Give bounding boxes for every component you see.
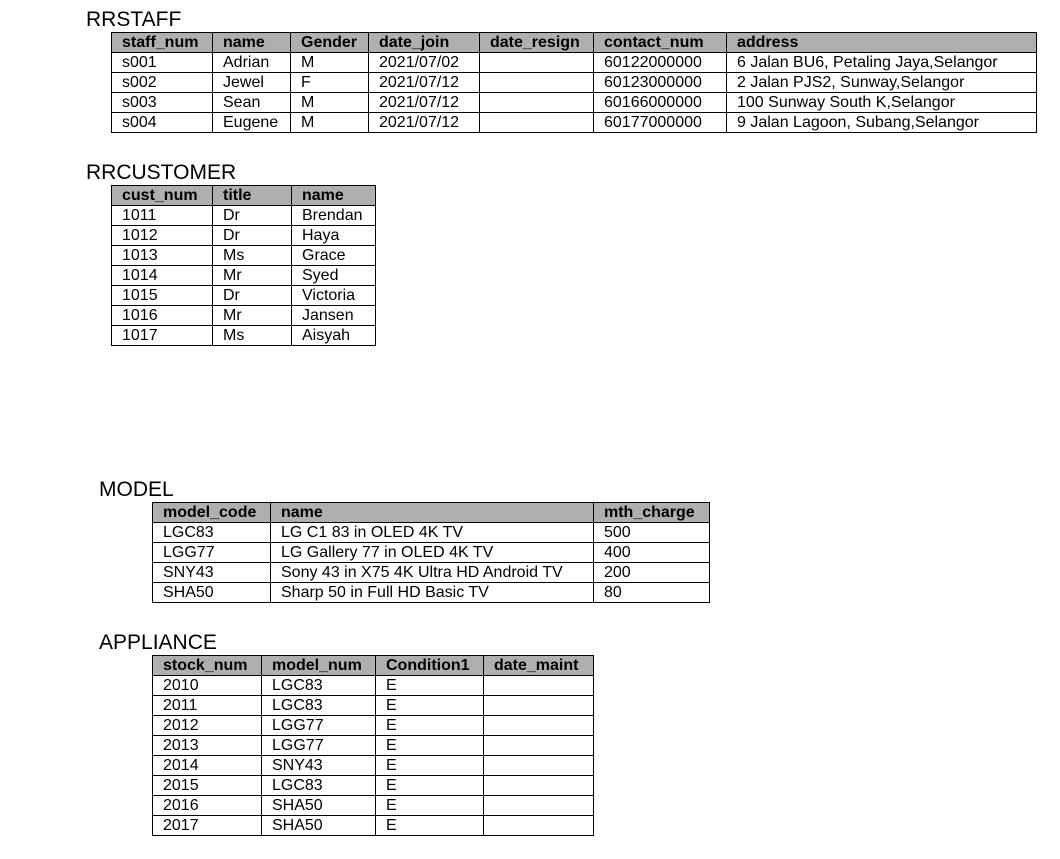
rrcustomer-table-cell: 1014 — [112, 266, 213, 286]
rrstaff-table-cell: 60177000000 — [594, 113, 727, 133]
appliance-table-cell: E — [376, 676, 484, 696]
rrcustomer-table-row — [112, 246, 376, 266]
appliance-table-cell: SHA50 — [262, 816, 376, 836]
appliance-title: APPLIANCE — [99, 631, 217, 654]
rrstaff-table-cell: 2021/07/12 — [369, 93, 480, 113]
appliance-table-cell: 2010 — [153, 676, 262, 696]
appliance-table-row — [153, 776, 594, 796]
appliance-table-cell: E — [376, 696, 484, 716]
appliance-table-cell — [484, 796, 594, 816]
rrstaff-table-cell — [480, 93, 594, 113]
appliance-table-cell: LGG77 — [262, 736, 376, 756]
rrcustomer-table-cell: Brendan — [292, 206, 376, 226]
rrcustomer-table-cell: Dr — [213, 226, 292, 246]
appliance-table-cell: 2012 — [153, 716, 262, 736]
rrstaff-table-cell: 2021/07/12 — [369, 73, 480, 93]
model-column-header: name — [271, 503, 594, 523]
rrcustomer-table-cell: Ms — [213, 326, 292, 346]
model-column-header: model_code — [153, 503, 271, 523]
model-table-row — [153, 543, 710, 563]
rrcustomer-table-row — [112, 206, 376, 226]
rrcustomer-table-cell: Ms — [213, 246, 292, 266]
rrstaff-table-row — [112, 73, 1037, 93]
appliance-table-cell — [484, 776, 594, 796]
appliance-header-row — [153, 656, 594, 676]
rrstaff-table-cell: 60122000000 — [594, 53, 727, 73]
appliance-table-cell — [484, 816, 594, 836]
model-table-cell: LGC83 — [153, 523, 271, 543]
appliance-table-cell — [484, 756, 594, 776]
rrcustomer-header-row — [112, 186, 376, 206]
model-table-cell: 500 — [594, 523, 710, 543]
appliance-table-cell: E — [376, 816, 484, 836]
rrcustomer-table-cell: 1011 — [112, 206, 213, 226]
rrstaff-table-cell: 60123000000 — [594, 73, 727, 93]
rrstaff-table-cell: s001 — [112, 53, 213, 73]
rrcustomer-table-row — [112, 266, 376, 286]
model-table-row — [153, 583, 710, 603]
model-table-row — [153, 563, 710, 583]
appliance-table-cell: 2013 — [153, 736, 262, 756]
rrstaff-title: RRSTAFF — [86, 8, 182, 31]
appliance-table-cell: SHA50 — [262, 796, 376, 816]
rrcustomer-table-cell: Syed — [292, 266, 376, 286]
model-table-cell: LG Gallery 77 in OLED 4K TV — [271, 543, 594, 563]
appliance-table-cell — [484, 696, 594, 716]
appliance-table-cell: LGC83 — [262, 676, 376, 696]
rrcustomer-table-row — [112, 326, 376, 346]
rrstaff-table — [111, 32, 1037, 133]
rrstaff-table-cell: s002 — [112, 73, 213, 93]
model-column-header: mth_charge — [594, 503, 710, 523]
appliance-column-header: date_maint — [484, 656, 594, 676]
model-title: MODEL — [99, 478, 174, 501]
rrstaff-table-cell: 9 Jalan Lagoon, Subang,Selangor — [727, 113, 1037, 133]
rrstaff-table-cell: 100 Sunway South K,Selangor — [727, 93, 1037, 113]
rrstaff-column-header: contact_num — [594, 33, 727, 53]
rrstaff-table-cell: M — [291, 93, 369, 113]
rrcustomer-column-header: cust_num — [112, 186, 213, 206]
rrstaff-table-cell: 6 Jalan BU6, Petaling Jaya,Selangor — [727, 53, 1037, 73]
rrcustomer-table-cell: Dr — [213, 206, 292, 226]
rrstaff-table-cell: s003 — [112, 93, 213, 113]
appliance-table-cell: E — [376, 736, 484, 756]
appliance-table-row — [153, 696, 594, 716]
rrstaff-table-row — [112, 93, 1037, 113]
appliance-table-cell: 2015 — [153, 776, 262, 796]
rrcustomer-table-row — [112, 226, 376, 246]
rrcustomer-title: RRCUSTOMER — [86, 161, 237, 184]
rrstaff-column-header: date_resign — [480, 33, 594, 53]
rrstaff-table-row — [112, 113, 1037, 133]
appliance-table-cell: 2016 — [153, 796, 262, 816]
appliance-table-row — [153, 756, 594, 776]
appliance-table-cell: LGC83 — [262, 696, 376, 716]
appliance-table-row — [153, 816, 594, 836]
appliance-table-cell — [484, 736, 594, 756]
rrstaff-table-cell — [480, 113, 594, 133]
appliance-table-cell: LGG77 — [262, 716, 376, 736]
rrstaff-table-cell: 2021/07/12 — [369, 113, 480, 133]
rrcustomer-table-cell: Mr — [213, 266, 292, 286]
rrcustomer-table-cell: Haya — [292, 226, 376, 246]
appliance-table-row — [153, 716, 594, 736]
rrcustomer-table-cell: 1013 — [112, 246, 213, 266]
rrcustomer-column-header: title — [213, 186, 292, 206]
rrcustomer-table-cell: 1016 — [112, 306, 213, 326]
rrstaff-table-cell: Eugene — [213, 113, 291, 133]
model-table-row — [153, 523, 710, 543]
rrstaff-column-header: address — [727, 33, 1037, 53]
model-table-cell: 200 — [594, 563, 710, 583]
model-table-cell: 80 — [594, 583, 710, 603]
rrcustomer-table-row — [112, 286, 376, 306]
rrcustomer-table-cell: Dr — [213, 286, 292, 306]
appliance-table-cell: E — [376, 756, 484, 776]
model-table — [152, 502, 710, 603]
model-table-cell: LG C1 83 in OLED 4K TV — [271, 523, 594, 543]
rrstaff-table-cell: F — [291, 73, 369, 93]
rrstaff-table-row — [112, 53, 1037, 73]
rrstaff-table-cell: M — [291, 53, 369, 73]
rrstaff-table-cell: 2021/07/02 — [369, 53, 480, 73]
rrstaff-table-cell: s004 — [112, 113, 213, 133]
appliance-table-row — [153, 676, 594, 696]
model-table-cell: Sharp 50 in Full HD Basic TV — [271, 583, 594, 603]
appliance-table-cell: SNY43 — [262, 756, 376, 776]
rrcustomer-table — [111, 185, 376, 346]
appliance-column-header: model_num — [262, 656, 376, 676]
rrcustomer-column-header: name — [292, 186, 376, 206]
appliance-table-cell: E — [376, 796, 484, 816]
rrcustomer-table-cell: Aisyah — [292, 326, 376, 346]
rrcustomer-table-cell: Grace — [292, 246, 376, 266]
model-table-cell: SHA50 — [153, 583, 271, 603]
appliance-table-cell — [484, 716, 594, 736]
model-table-cell: LGG77 — [153, 543, 271, 563]
rrstaff-table-cell: 2 Jalan PJS2, Sunway,Selangor — [727, 73, 1037, 93]
appliance-table-cell — [484, 676, 594, 696]
model-table-cell: Sony 43 in X75 4K Ultra HD Android TV — [271, 563, 594, 583]
appliance-table-cell: LGC83 — [262, 776, 376, 796]
appliance-table-row — [153, 796, 594, 816]
rrcustomer-table-cell: 1017 — [112, 326, 213, 346]
rrstaff-column-header: staff_num — [112, 33, 213, 53]
model-table-cell: SNY43 — [153, 563, 271, 583]
appliance-table-cell: E — [376, 716, 484, 736]
rrstaff-header-row — [112, 33, 1037, 53]
appliance-column-header: stock_num — [153, 656, 262, 676]
rrstaff-table-cell: 60166000000 — [594, 93, 727, 113]
appliance-table — [152, 655, 594, 836]
rrstaff-table-cell: M — [291, 113, 369, 133]
model-header-row — [153, 503, 710, 523]
rrstaff-table-cell: Jewel — [213, 73, 291, 93]
rrstaff-table-cell: Adrian — [213, 53, 291, 73]
rrstaff-column-header: name — [213, 33, 291, 53]
appliance-table-cell: 2011 — [153, 696, 262, 716]
rrstaff-column-header: date_join — [369, 33, 480, 53]
rrcustomer-table-cell: 1012 — [112, 226, 213, 246]
appliance-table-cell: 2017 — [153, 816, 262, 836]
rrstaff-table-cell — [480, 53, 594, 73]
appliance-column-header: Condition1 — [376, 656, 484, 676]
rrcustomer-table-cell: Victoria — [292, 286, 376, 306]
model-table-cell: 400 — [594, 543, 710, 563]
appliance-table-row — [153, 736, 594, 756]
rrcustomer-table-row — [112, 306, 376, 326]
appliance-table-cell: E — [376, 776, 484, 796]
appliance-table-cell: 2014 — [153, 756, 262, 776]
rrstaff-table-cell: Sean — [213, 93, 291, 113]
rrstaff-column-header: Gender — [291, 33, 369, 53]
rrcustomer-table-cell: 1015 — [112, 286, 213, 306]
rrcustomer-table-cell: Mr — [213, 306, 292, 326]
rrcustomer-table-cell: Jansen — [292, 306, 376, 326]
rrstaff-table-cell — [480, 73, 594, 93]
